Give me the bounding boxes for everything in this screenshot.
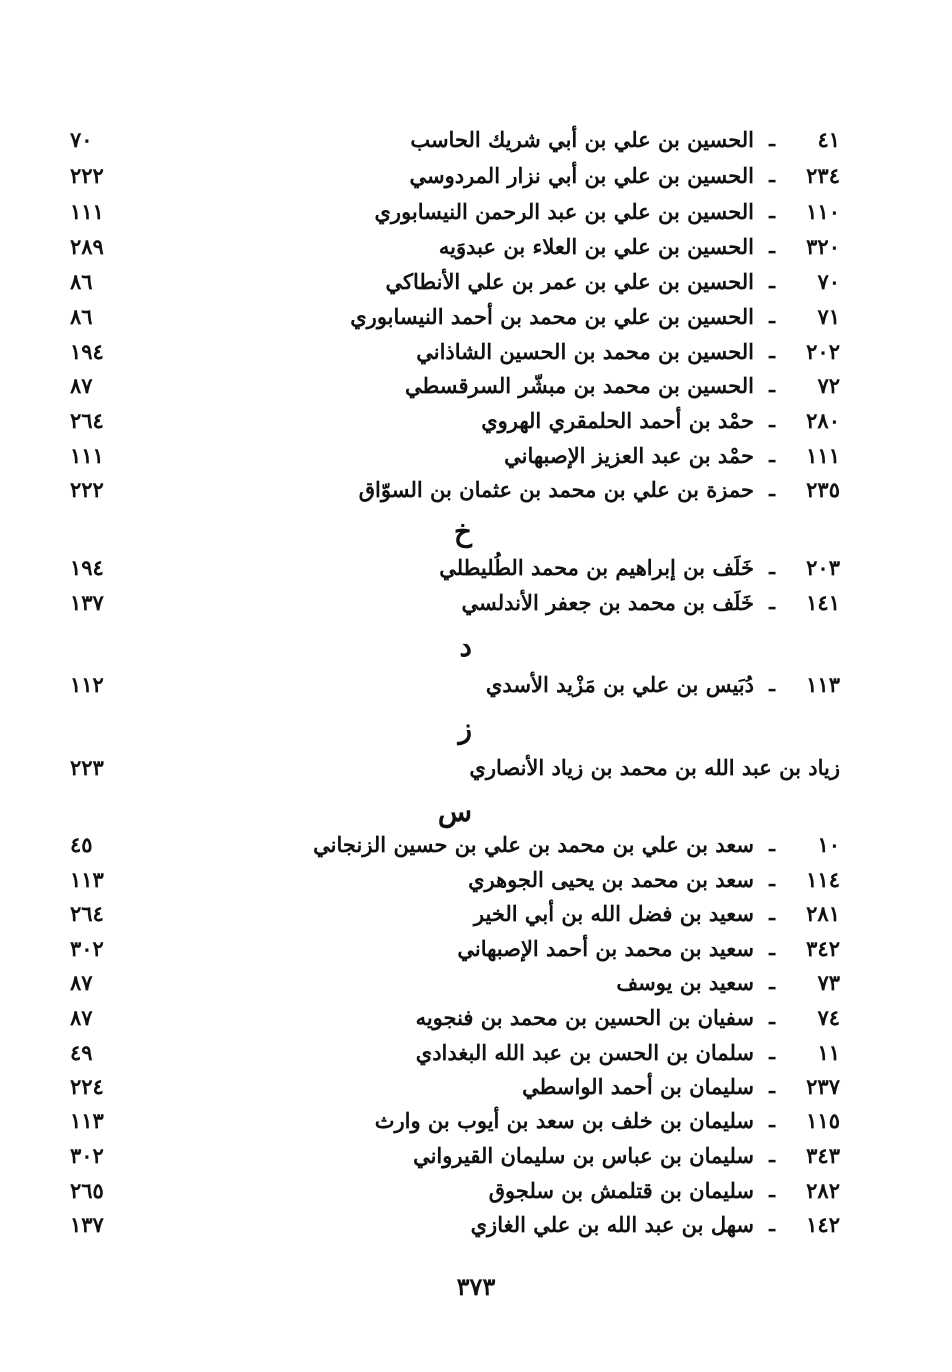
- index-entry: [70, 299, 840, 333]
- entry-page-ref: ١٩٤: [70, 554, 104, 580]
- index-entry: [70, 1138, 840, 1172]
- index-entry: [70, 1173, 840, 1207]
- entry-page-ref: ٢٢٢: [70, 162, 104, 188]
- entry-page-ref: ٤٩: [70, 1039, 93, 1065]
- entry-dash: ـ: [769, 970, 775, 994]
- entry-page-ref: ١٣٧: [70, 1211, 104, 1237]
- entry-page-ref: ١١٢: [70, 671, 104, 697]
- entry-page-ref: ١٩٤: [70, 338, 104, 364]
- index-entry: [70, 403, 840, 437]
- entry-page-ref: ٢٢٢: [70, 476, 104, 502]
- index-entry: [70, 1069, 840, 1103]
- entry-name: سلمان بن الحسن بن عبد الله البغدادي: [415, 1039, 754, 1065]
- entry-dash: ـ: [769, 1178, 775, 1202]
- entry-page-ref: ٤٥: [70, 831, 93, 857]
- index-entry: [70, 229, 840, 263]
- entry-name: الحسين بن محمد بن الحسين الشاذاني: [416, 338, 754, 364]
- index-entry: [70, 334, 840, 368]
- entry-name: سعيد بن يوسف: [616, 969, 754, 995]
- entry-number: ٢٠٢: [806, 338, 840, 364]
- entry-dash: ـ: [769, 555, 775, 579]
- entry-name: الحسين بن علي بن العلاء بن عبدوَيه: [438, 233, 754, 259]
- entry-name: دُبَيس بن علي بن مَزْيد الأسدي: [485, 671, 754, 697]
- entry-name: سليمان بن عباس بن سليمان القيرواني: [413, 1142, 754, 1168]
- entry-number: ١١: [817, 1039, 840, 1065]
- entry-page-ref: ٢٦٤: [70, 900, 104, 926]
- entry-page-ref: ٣٠٢: [70, 1142, 104, 1168]
- entry-name: سعد بن محمد بن يحيى الجوهري: [468, 866, 754, 892]
- entry-dash: ـ: [769, 163, 775, 187]
- entry-dash: ـ: [769, 832, 775, 856]
- entry-dash: ـ: [769, 443, 775, 467]
- index-entry: [70, 931, 840, 965]
- entry-number: ٣٤٣: [806, 1142, 840, 1168]
- entry-page-ref: ٢٦٥: [70, 1177, 104, 1203]
- entry-number: ٣٤٢: [806, 935, 840, 961]
- entry-name: خَلَف بن محمد بن جعفر الأندلسي: [461, 589, 754, 615]
- entry-name: سعد بن علي بن محمد بن علي بن حسين الزنجاني: [313, 831, 754, 857]
- index-entry: [70, 472, 840, 506]
- entry-dash: ـ: [769, 304, 775, 328]
- index-entry: [70, 896, 840, 930]
- section-letter: د: [459, 630, 472, 663]
- entry-page-ref: ١١٣: [70, 1107, 104, 1133]
- entry-dash: ـ: [769, 199, 775, 223]
- entry-dash: ـ: [769, 672, 775, 696]
- index-entry: [70, 1207, 840, 1241]
- entry-name: سفيان بن الحسين بن محمد بن فنجويه: [415, 1004, 754, 1030]
- entry-page-ref: ٧٠: [70, 126, 93, 152]
- index-entry: [70, 1000, 840, 1034]
- entry-name: حمْد بن أحمد الحلمقري الهروي: [481, 407, 754, 433]
- index-entry: [70, 1035, 840, 1069]
- entry-page-ref: ٢٦٤: [70, 407, 104, 433]
- entry-page-ref: ١١٣: [70, 866, 104, 892]
- section-letter: ز: [458, 712, 472, 745]
- entry-page-ref: ٢٢٤: [70, 1073, 104, 1099]
- entry-name: خَلَف بن إبراهيم بن محمد الطُليطلي: [439, 554, 754, 580]
- entry-name: سليمان بن أحمد الواسطي: [522, 1073, 754, 1099]
- entry-number: ١١١: [806, 442, 840, 468]
- entry-number: ٧٠: [817, 268, 840, 294]
- entry-name: الحسين بن علي بن عمر بن علي الأنطاكي: [385, 268, 754, 294]
- entry-dash: ـ: [769, 936, 775, 960]
- index-entry: [70, 264, 840, 298]
- entry-number: ١١٥: [806, 1107, 840, 1133]
- index-entry: [70, 194, 840, 228]
- index-entry: [70, 158, 840, 192]
- entry-page-ref: ٨٧: [70, 372, 93, 398]
- entry-dash: ـ: [769, 590, 775, 614]
- entry-dash: ـ: [769, 339, 775, 363]
- entry-dash: ـ: [769, 1005, 775, 1029]
- entry-number: ١١٣: [806, 671, 840, 697]
- entry-name: سهل بن عبد الله بن علي الغازي: [470, 1211, 754, 1237]
- entry-number: ٢٨٢: [806, 1177, 840, 1203]
- entry-name: سليمان بن خلف بن سعد بن أيوب بن وارث: [374, 1107, 754, 1133]
- index-entry: [70, 368, 840, 402]
- index-entry: [70, 585, 840, 619]
- entry-page-ref: ٢٢٣: [70, 754, 104, 780]
- entry-number: ١١٠: [806, 198, 840, 224]
- index-entry: [70, 667, 840, 701]
- entry-number: ٤١: [817, 126, 840, 152]
- entry-dash: ـ: [769, 269, 775, 293]
- entry-dash: ـ: [769, 373, 775, 397]
- index-entry: [70, 965, 840, 999]
- entry-number: ٧١: [817, 303, 840, 329]
- entry-number: ٢٣٧: [806, 1073, 840, 1099]
- entry-name: الحسين بن علي بن محمد بن أحمد النيسابوري: [350, 303, 754, 329]
- index-entry: [70, 438, 840, 472]
- entry-name: الحسين بن محمد بن مبشّر السرقسطي: [405, 372, 754, 398]
- entry-dash: ـ: [769, 867, 775, 891]
- index-entry: [70, 750, 840, 784]
- entry-name: سليمان بن قتلمش بن سلجوق: [488, 1177, 754, 1203]
- index-entry: [70, 1103, 840, 1137]
- entry-page-ref: ١١١: [70, 442, 104, 468]
- entry-name: الحسين بن علي بن أبي نزار المردوسي: [409, 162, 754, 188]
- entry-name: سعيد بن محمد بن أحمد الإصبهاني: [457, 935, 754, 961]
- entry-dash: ـ: [769, 1143, 775, 1167]
- entry-number: ٢٣٥: [806, 476, 840, 502]
- entry-page-ref: ١٣٧: [70, 589, 104, 615]
- entry-number: ١٤١: [806, 589, 840, 615]
- entry-name: حمْد بن عبد العزيز الإصبهاني: [504, 442, 754, 468]
- entry-number: ٧٣: [817, 969, 840, 995]
- entry-dash: ـ: [769, 477, 775, 501]
- entry-page-ref: ٨٦: [70, 268, 93, 294]
- index-entry: [70, 827, 840, 861]
- entry-number: ٢٨٠: [806, 407, 840, 433]
- entry-dash: ـ: [769, 1212, 775, 1236]
- entry-dash: ـ: [769, 1108, 775, 1132]
- entry-number: ٧٢: [817, 372, 840, 398]
- entry-page-ref: ٨٧: [70, 1004, 93, 1030]
- entry-number: ٣٢٠: [806, 233, 840, 259]
- entry-name: الحسين بن علي بن أبي شريك الحاسب: [410, 126, 754, 152]
- entry-name: سعيد بن فضل الله بن أبي الخير: [473, 900, 754, 926]
- entry-page-ref: ٢٨٩: [70, 233, 104, 259]
- entry-dash: ـ: [769, 234, 775, 258]
- page-number: ٣٧٣: [456, 1272, 496, 1301]
- entry-dash: ـ: [769, 901, 775, 925]
- entry-name: زياد بن عبد الله بن محمد بن زياد الأنصاري: [469, 754, 840, 780]
- entry-page-ref: ٨٦: [70, 303, 93, 329]
- entry-number: ١١٤: [806, 866, 840, 892]
- section-letter: س: [437, 795, 472, 828]
- entry-number: ٢٣٤: [806, 162, 840, 188]
- entry-number: ٢٨١: [806, 900, 840, 926]
- entry-page-ref: ٨٧: [70, 969, 93, 995]
- entry-name: حمزة بن علي بن محمد بن عثمان بن السوّاق: [358, 476, 754, 502]
- section-letter: خ: [453, 515, 472, 548]
- entry-dash: ـ: [769, 1074, 775, 1098]
- index-entry: [70, 862, 840, 896]
- entry-dash: ـ: [769, 1040, 775, 1064]
- entry-number: ١٠: [817, 831, 840, 857]
- entry-dash: ـ: [769, 127, 775, 151]
- index-entry: [70, 550, 840, 584]
- entry-page-ref: ٣٠٢: [70, 935, 104, 961]
- entry-name: الحسين بن علي بن عبد الرحمن النيسابوري: [374, 198, 754, 224]
- entry-page-ref: ١١١: [70, 198, 104, 224]
- entry-number: ٧٤: [817, 1004, 840, 1030]
- entry-number: ١٤٢: [806, 1211, 840, 1237]
- entry-dash: ـ: [769, 408, 775, 432]
- index-entry: [70, 122, 840, 156]
- entry-number: ٢٠٣: [806, 554, 840, 580]
